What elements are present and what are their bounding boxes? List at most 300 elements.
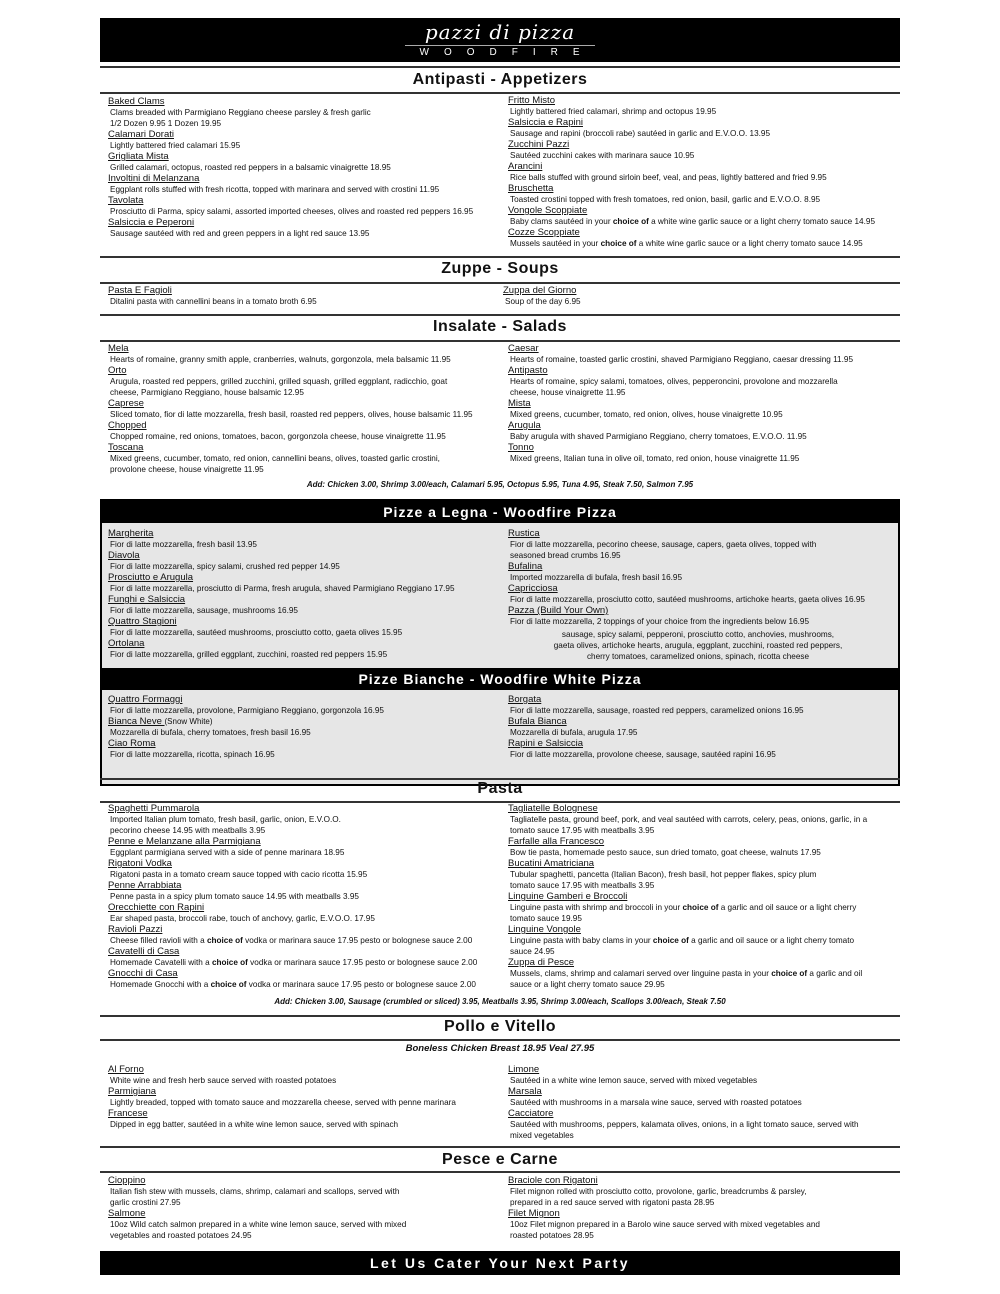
- choice-of-emphasis: choice of: [652, 936, 689, 945]
- menu-item-description: Mixed greens, cucumber, tomato, red onion, cannellini beans, olives, toasted garlic crostini, provolone cheese, house vinaigrette 11.95: [110, 454, 440, 474]
- menu-item-title: Orecchiette con Rapini: [108, 902, 205, 913]
- menu-item: [108, 1108, 500, 1130]
- divider: [100, 1015, 900, 1017]
- menu-item: [108, 716, 498, 738]
- menu-item-title: Vongole Scoppiate: [508, 205, 588, 216]
- menu-item-name: [508, 343, 900, 354]
- description-part: Baby clams sautéed in your: [510, 217, 613, 226]
- menu-item: [508, 1208, 900, 1241]
- menu-item-title: Bufala Bianca: [508, 716, 567, 727]
- choice-of-emphasis: choice of: [600, 239, 637, 248]
- menu-item: [108, 880, 500, 902]
- menu-item-title: Farfalle alla Francesco: [508, 836, 605, 847]
- menu-item-description: 10oz Wild catch salmon prepared in a white wine lemon sauce, served with mixed vegetables and roasted potatoes 24.95: [110, 1220, 407, 1240]
- menu-item-title: Rapini e Salsiccia: [508, 738, 583, 749]
- menu-item: [508, 420, 900, 442]
- menu-item: [508, 161, 900, 183]
- pesce-left: [108, 1175, 500, 1241]
- menu-item-name: [508, 95, 900, 106]
- section-title-zuppe: Zuppe - Soups: [441, 260, 559, 277]
- choice-of-emphasis: choice of: [210, 980, 247, 989]
- menu-item-name: [108, 129, 498, 140]
- menu-item-name: [508, 803, 900, 814]
- menu-item-title: Baked Clams: [108, 96, 165, 107]
- pizze-right: [508, 528, 896, 627]
- menu-item-name: [503, 285, 895, 296]
- menu-item-description: Tubular spaghetti, pancetta (Italian Bacon), fresh basil, hot pepper flakes, spicy plum tomato sauce 17.95 with meatballs 3.95: [510, 870, 817, 890]
- menu-item: [508, 605, 896, 627]
- zuppe-right: [503, 285, 895, 307]
- menu-item-title: Caesar: [508, 343, 539, 354]
- menu-item: [508, 957, 900, 990]
- menu-item-title: Antipasto: [508, 365, 548, 376]
- pasta-addons: Add: Chicken 3.00, Sausage (crumbled or sliced) 3.95, Meatballs 3.95, Shrimp 3.00/each, Scallops 3.00/each, Steak 7.50: [274, 997, 726, 1006]
- pollo-left: [108, 1064, 500, 1130]
- menu-item-name: [508, 1175, 900, 1186]
- menu-item-name: [508, 139, 900, 150]
- menu-item-description: Fior di latte mozzarella, provolone cheese, sausage, sautéed rapini 16.95: [510, 750, 776, 759]
- description-part: vodka or marinara sauce 17.95 pesto or bolognese sauce 2.00: [247, 958, 478, 967]
- menu-item: [108, 1086, 500, 1108]
- menu-item: [108, 550, 498, 572]
- section-title-pesce: Pesce e Carne: [442, 1151, 558, 1168]
- menu-item-description: Filet mignon rolled with prosciutto cotto, provolone, garlic, breadcrumbs & parsley, prepared in a red sauce served with rigatoni pasta 28.95: [510, 1187, 807, 1207]
- divider: [100, 92, 900, 94]
- menu-item-name: [108, 1086, 500, 1097]
- menu-item-description: Mixed greens, Italian tuna in olive oil, tomato, red onion, house vinaigrette 11.95: [510, 454, 800, 463]
- menu-item-name: [508, 205, 900, 216]
- section-title-bianche: Pizze Bianche - Woodfire White Pizza: [102, 668, 898, 690]
- menu-item-name: [508, 716, 896, 727]
- menu-item: [108, 1175, 500, 1208]
- menu-item: [108, 129, 498, 151]
- menu-item: [508, 528, 896, 561]
- menu-item-title: Cacciatore: [508, 1108, 554, 1119]
- menu-item-note: (Snow White): [164, 717, 213, 726]
- menu-item-name: [508, 1208, 900, 1219]
- menu-item-title: Grigliata Mista: [108, 151, 169, 162]
- menu-item-title: Mela: [108, 343, 129, 354]
- menu-item: [108, 902, 500, 924]
- menu-item-description: [108, 957, 500, 968]
- menu-item-description: Tagliatelle pasta, ground beef, pork, and veal sautéed with carrots, celery, peas, onions, garlic, in a tomato sauce 17.95 with meatballs 3.95: [510, 815, 868, 835]
- menu-item-description: Fior di latte mozzarella, provolone, Parmigiano Reggiano, gorgonzola 16.95: [110, 706, 384, 715]
- menu-item: [508, 343, 900, 365]
- menu-item-description: Fior di latte mozzarella, sausage, mushrooms 16.95: [110, 606, 298, 615]
- section-title-antipasti: Antipasti - Appetizers: [412, 71, 588, 88]
- menu-item: [508, 95, 900, 117]
- menu-item: [508, 1086, 900, 1108]
- description-part: Mussels sautéed in your: [510, 239, 601, 248]
- menu-item-name: [108, 398, 503, 409]
- menu-item-title: Ortolana: [108, 638, 145, 649]
- menu-item: [508, 365, 900, 398]
- menu-item-title: Pasta E Fagioli: [108, 285, 172, 296]
- choice-of-emphasis: choice of: [771, 969, 808, 978]
- menu-item-name: [508, 605, 896, 616]
- choice-of-emphasis: choice of: [612, 217, 649, 226]
- menu-item-description: Imported mozzarella di bufala, fresh basil 16.95: [510, 573, 683, 582]
- menu-item-description: Fior di latte mozzarella, spicy salami, crushed red pepper 14.95: [110, 562, 340, 571]
- menu-item: [508, 716, 896, 738]
- menu-item-description: [508, 935, 900, 957]
- menu-item-title: Capricciosa: [508, 583, 558, 594]
- menu-item-description: White wine and fresh herb sauce served with roasted potatoes: [110, 1076, 337, 1085]
- menu-item-name: [508, 365, 900, 376]
- menu-item-name: [508, 836, 900, 847]
- menu-item-title: Cozze Scoppiate: [508, 227, 580, 238]
- menu-item-description: Fior di latte mozzarella, ricotta, spinach 16.95: [110, 750, 275, 759]
- menu-item-name: [108, 365, 503, 376]
- menu-item-name: [108, 343, 503, 354]
- menu-item-description: Fior di latte mozzarella, grilled eggplant, zucchini, roasted red peppers 15.95: [110, 650, 388, 659]
- menu-item-name: [508, 738, 896, 749]
- menu-item-description: Soup of the day 6.95: [505, 297, 581, 306]
- bianche-right: [508, 694, 896, 760]
- menu-item-name: [508, 858, 900, 869]
- menu-item-name: [108, 151, 498, 162]
- menu-item-description: Sausage sautéed with red and green peppers in a light red sauce 13.95: [110, 229, 370, 238]
- divider: [100, 1039, 900, 1041]
- description-part: Homemade Gnocchi with a: [110, 980, 211, 989]
- divider: [100, 1146, 900, 1148]
- menu-item-description: Sautéed in a white wine lemon sauce, served with mixed vegetables: [510, 1076, 758, 1085]
- menu-item-title: Francese: [108, 1108, 148, 1119]
- menu-item: [508, 694, 896, 716]
- menu-item-name: [508, 694, 896, 705]
- zuppe-left: [108, 285, 498, 307]
- menu-item: [108, 694, 498, 716]
- menu-item: [108, 195, 498, 217]
- menu-item-description: Lightly battered fried calamari, shrimp and octopus 19.95: [510, 107, 717, 116]
- divider: [100, 314, 900, 316]
- menu-item-name: [508, 442, 900, 453]
- menu-item: [108, 803, 500, 836]
- description-part: a white wine garlic sauce or a light cherry tomato sauce 14.95: [648, 217, 875, 226]
- menu-item-title: Tavolata: [108, 195, 144, 206]
- divider: [100, 340, 900, 342]
- menu-item-title: Braciole con Rigatoni: [508, 1175, 598, 1186]
- menu-item-name: [108, 442, 503, 453]
- menu-item: [508, 205, 900, 227]
- antipasti-right: [508, 95, 900, 249]
- menu-item: [108, 858, 500, 880]
- menu-item-title: Margherita: [108, 528, 154, 539]
- menu-item-title: Calamari Dorati: [108, 129, 174, 140]
- menu-item-description: Mozzarella di bufala, arugula 17.95: [510, 728, 638, 737]
- menu-item-title: Zuppa di Pesce: [508, 957, 575, 968]
- menu-item-name: [508, 924, 900, 935]
- menu-item-description: Arugula, roasted red peppers, grilled zucchini, grilled squash, grilled eggplant, radicchio, goat cheese, Parmigiano Reggiano, house balsamic 12.95: [110, 377, 448, 397]
- menu-item-title: Ravioli Pazzi: [108, 924, 163, 935]
- pasta-right: [508, 803, 900, 990]
- menu-item: [508, 803, 900, 836]
- divider: [100, 256, 900, 258]
- menu-item-description: Ditalini pasta with cannellini beans in a tomato broth 6.95: [110, 297, 317, 306]
- menu-item-name: [508, 117, 900, 128]
- menu-item-title: Salsiccia e Rapini: [508, 117, 583, 128]
- menu-item-title: Marsala: [508, 1086, 542, 1097]
- pasta-left: [108, 803, 500, 990]
- menu-item-title: Toscana: [108, 442, 144, 453]
- menu-item-title: Rustica: [508, 528, 540, 539]
- menu-item-title: Salmone: [108, 1208, 146, 1219]
- menu-item: [108, 398, 503, 420]
- menu-item-description: Dipped in egg batter, sautéed in a white wine lemon sauce, served with spinach: [110, 1120, 399, 1129]
- menu-item: [108, 594, 498, 616]
- description-part: Linguine pasta with shrimp and broccoli in your: [510, 903, 683, 912]
- antipasti-left: [108, 96, 498, 239]
- menu-item-title: Cioppino: [108, 1175, 146, 1186]
- logo-subtitle: WOODFIRE: [419, 47, 595, 58]
- menu-item: [508, 398, 900, 420]
- menu-item-description: Bow tie pasta, homemade pesto sauce, sun dried tomato, goat cheese, walnuts 17.95: [510, 848, 821, 857]
- menu-item-title: Involtini di Melanzana: [108, 173, 200, 184]
- menu-item-name: [108, 902, 500, 913]
- menu-item-description: Hearts of romaine, granny smith apple, cranberries, walnuts, gorgonzola, mela balsamic 11.95: [110, 355, 451, 364]
- menu-item-description: Eggplant parmigiana served with a side of penne marinara 18.95: [110, 848, 345, 857]
- description-part: a garlic and oil sauce or a light cherry tomato sauce 29.95: [510, 969, 863, 989]
- menu-item-description: Fior di latte mozzarella, sautéed mushrooms, prosciutto cotto, gaeta olives 15.95: [110, 628, 403, 637]
- catering-banner: Let Us Cater Your Next Party: [100, 1251, 900, 1275]
- menu-item-description: Ear shaped pasta, broccoli rabe, touch of anchovy, garlic, E.V.O.O. 17.95: [110, 914, 375, 923]
- section-title-pollo: Pollo e Vitello: [443, 1018, 557, 1035]
- menu-item-name: [508, 957, 900, 968]
- menu-item-name: [508, 420, 900, 431]
- menu-item: [508, 891, 900, 924]
- menu-item: [108, 946, 500, 968]
- menu-item: [108, 96, 498, 129]
- choice-of-emphasis: choice of: [682, 903, 719, 912]
- menu-item-name: [108, 550, 498, 561]
- menu-item-name: [508, 398, 900, 409]
- menu-item-title: Fritto Misto: [508, 95, 555, 106]
- pollo-right: [508, 1064, 900, 1141]
- menu-item-title: Spaghetti Pummarola: [108, 803, 200, 814]
- menu-item: [108, 738, 498, 760]
- description-part: Homemade Cavatelli with a: [110, 958, 212, 967]
- description-part: Cheese filled ravioli with a: [110, 936, 207, 945]
- divider: [100, 66, 900, 68]
- menu-item-title: Bucatini Amatriciana: [508, 858, 595, 869]
- menu-item-title: Quattro Stagioni: [108, 616, 177, 627]
- menu-item-title: Quattro Formaggi: [108, 694, 183, 705]
- menu-item-title: Tagliatelle Bolognese: [508, 803, 598, 814]
- menu-item-name: [508, 891, 900, 902]
- menu-item-name: [108, 880, 500, 891]
- menu-item-name: [108, 694, 498, 705]
- menu-item-name: [108, 716, 498, 727]
- menu-item: [108, 1064, 500, 1086]
- menu-item-title: Filet Mignon: [508, 1208, 560, 1219]
- menu-item-name: [108, 217, 498, 228]
- menu-item-description: [508, 902, 900, 924]
- menu-item-title: Linguine Vongole: [508, 924, 581, 935]
- menu-item: [508, 836, 900, 858]
- menu-item-name: [108, 1064, 500, 1075]
- menu-item-name: [508, 583, 896, 594]
- menu-item-title: Borgata: [508, 694, 542, 705]
- pizza-box: [100, 499, 900, 786]
- menu-item-title: Salsiccia e Peperoni: [108, 217, 195, 228]
- menu-item-description: Fior di latte mozzarella, pecorino cheese, sausage, capers, gaeta olives, topped with seasoned bread crumbs 16.95: [510, 540, 817, 560]
- menu-item-title: Arancini: [508, 161, 543, 172]
- menu-item: [508, 924, 900, 957]
- menu-item-name: [108, 1208, 500, 1219]
- menu-item-name: [108, 836, 500, 847]
- menu-item-description: Mozzarella di bufala, cherry tomatoes, fresh basil 16.95: [110, 728, 311, 737]
- menu-item-title: Gnocchi di Casa: [108, 968, 178, 979]
- menu-item-name: [108, 96, 498, 107]
- menu-item-description: Rice balls stuffed with ground sirloin beef, veal, and peas, lightly battered and fried 9.95: [510, 173, 827, 182]
- menu-item-description: Grilled calamari, octopus, roasted red peppers in a balsamic vinaigrette 18.95: [110, 163, 391, 172]
- menu-page: [100, 18, 900, 1271]
- menu-item: [508, 1108, 900, 1141]
- menu-item-description: Clams breaded with Parmigiano Reggiano cheese parsley & fresh garlic 1/2 Dozen 9.95 1 Dozen 19.95: [110, 108, 371, 128]
- menu-item-description: [108, 935, 500, 946]
- menu-item-description: Sautéed with mushrooms in a marsala wine sauce, served with roasted potatoes: [510, 1098, 802, 1107]
- menu-item: [108, 173, 498, 195]
- section-title-pizze: Pizze a Legna - Woodfire Pizza: [102, 501, 898, 523]
- menu-item: [503, 285, 895, 307]
- section-title-pasta: Pasta: [477, 780, 523, 797]
- menu-item-name: [108, 968, 500, 979]
- menu-item: [508, 1175, 900, 1208]
- menu-item-description: Fior di latte mozzarella, prosciutto di Parma, fresh arugula, shaved Parmigiano Reggiano 17.95: [110, 584, 455, 593]
- menu-item-name: [508, 1108, 900, 1119]
- menu-item-description: Penne pasta in a spicy plum tomato sauce 14.95 with meatballs 3.95: [110, 892, 359, 901]
- menu-item-title: Bruschetta: [508, 183, 554, 194]
- menu-item-description: Prosciutto di Parma, spicy salami, assorted imported cheeses, olives and roasted red peppers 16.95: [110, 207, 474, 216]
- menu-item-name: [508, 561, 896, 572]
- logo-banner: [100, 18, 900, 62]
- menu-item-name: [108, 420, 503, 431]
- divider: [100, 1171, 900, 1173]
- bianche-left: [108, 694, 498, 760]
- menu-item-name: [108, 173, 498, 184]
- menu-item-title: Ciao Roma: [108, 738, 156, 749]
- menu-item: [108, 151, 498, 173]
- menu-item-description: Fior di latte mozzarella, fresh basil 13.95: [110, 540, 257, 549]
- menu-item-name: [508, 183, 900, 194]
- menu-item-description: Lightly breaded, topped with tomato sauce and mozzarella cheese, served with penne marinara: [110, 1098, 456, 1107]
- menu-item: [508, 117, 900, 139]
- pesce-right: [508, 1175, 900, 1241]
- menu-item-description: Baby arugula with shaved Parmigiano Reggiano, cherry tomatoes, E.V.O.O. 11.95: [510, 432, 807, 441]
- menu-item-title: Mista: [508, 398, 531, 409]
- menu-item: [108, 1208, 500, 1241]
- menu-item: [508, 183, 900, 205]
- menu-item-name: [108, 195, 498, 206]
- menu-item-title: Zucchini Pazzi: [508, 139, 570, 150]
- insalate-left: [108, 343, 503, 475]
- menu-item: [108, 638, 498, 660]
- menu-item-name: [508, 1064, 900, 1075]
- menu-item-title: Al Forno: [108, 1064, 144, 1075]
- menu-item: [108, 420, 503, 442]
- menu-item-description: Fior di latte mozzarella, prosciutto cotto, sautéed mushrooms, artichoke hearts, gaeta olives 16.95: [510, 595, 865, 604]
- menu-item: [508, 442, 900, 464]
- menu-item-name: [108, 616, 498, 627]
- salad-addons: Add: Chicken 3.00, Shrimp 3.00/each, Calamari 5.95, Octopus 5.95, Tuna 4.95, Steak 7.50, Salmon 7.95: [306, 480, 694, 489]
- menu-item-name: [108, 738, 498, 749]
- menu-item-description: [508, 968, 900, 990]
- pizze-left: [108, 528, 498, 660]
- description-part: a garlic and oil sauce or a light cherry tomato sauce 19.95: [510, 903, 857, 923]
- menu-item: [108, 924, 500, 946]
- menu-item: [508, 139, 900, 161]
- menu-item-name: [108, 285, 498, 296]
- menu-item-description: Chopped romaine, red onions, tomatoes, bacon, gorgonzola cheese, house vinaigrette 11.95: [110, 432, 446, 441]
- menu-item: [108, 217, 498, 239]
- menu-item-description: Hearts of romaine, spicy salami, tomatoes, olives, pepperoncini, provolone and mozzarella cheese, house vinaigrette 11.95: [510, 377, 838, 397]
- menu-item-title: Penne e Melanzane alla Parmigiana: [108, 836, 261, 847]
- description-part: a garlic and oil sauce or a light cherry tomato sauce 24.95: [510, 936, 855, 956]
- description-part: Linguine pasta with baby clams in your: [510, 936, 653, 945]
- menu-item-title: Zuppa del Giorno: [503, 285, 577, 296]
- menu-item-description: Sausage and rapini (broccoli rabe) sautéed in garlic and E.V.O.O. 13.95: [510, 129, 771, 138]
- menu-item: [108, 528, 498, 550]
- menu-item-title: Arugula: [508, 420, 541, 431]
- menu-item-description: Fior di latte mozzarella, sausage, roasted red peppers, caramelized onions 16.95: [510, 706, 804, 715]
- section-title-insalate: Insalate - Salads: [433, 318, 567, 335]
- menu-item-title: Diavola: [108, 550, 140, 561]
- menu-item-title: Bianca Neve: [108, 716, 165, 727]
- choice-of-emphasis: choice of: [206, 936, 243, 945]
- logo-script: pazzi di pizza: [424, 20, 576, 44]
- menu-item: [108, 616, 498, 638]
- menu-item-title: Tonno: [508, 442, 534, 453]
- menu-item-name: [508, 528, 896, 539]
- description-part: vodka or marinara sauce 17.95 pesto or bolognese sauce 2.00: [246, 980, 476, 989]
- menu-item-description: Mixed greens, cucumber, tomato, red onion, olives, house vinaigrette 10.95: [510, 410, 783, 419]
- menu-item: [108, 343, 503, 365]
- menu-item-title: Prosciutto e Arugula: [108, 572, 194, 583]
- menu-item-description: [508, 216, 900, 227]
- menu-item-name: [108, 803, 500, 814]
- menu-item-title: Penne Arrabbiata: [108, 880, 182, 891]
- menu-item: [108, 285, 498, 307]
- pizza-toppings-list: sausage, spicy salami, pepperoni, prosciutto cotto, anchovies, mushrooms, gaeta olives, artichoke hearts, arugula, eggplant, zucchini, roasted red peppers, cherry tomatoes, caramelized onions, spinach, ricotta cheese: [553, 630, 843, 661]
- menu-item-name: [108, 924, 500, 935]
- menu-item-title: Chopped: [108, 420, 147, 431]
- description-part: vodka or marinara sauce 17.95 pesto or bolognese sauce 2.00: [242, 936, 473, 945]
- choice-of-emphasis: choice of: [211, 958, 248, 967]
- menu-item-name: [508, 1086, 900, 1097]
- description-part: Mussels, clams, shrimp and calamari served over linguine pasta in your: [510, 969, 772, 978]
- menu-item: [108, 365, 503, 398]
- menu-item-title: Pazza (Build Your Own): [508, 605, 609, 616]
- menu-item-title: Bufalina: [508, 561, 543, 572]
- menu-item: [508, 858, 900, 891]
- menu-item-title: Cavatelli di Casa: [108, 946, 180, 957]
- menu-item-description: Toasted crostini topped with fresh tomatoes, red onion, basil, garlic and E.V.O.O. 8.95: [510, 195, 821, 204]
- menu-item: [108, 572, 498, 594]
- menu-item-description: Fior di latte mozzarella, 2 toppings of your choice from the ingredients below 16.95: [510, 617, 810, 626]
- menu-item-name: [108, 1108, 500, 1119]
- menu-item: [508, 738, 896, 760]
- menu-item-name: [108, 572, 498, 583]
- divider: [100, 282, 900, 284]
- menu-item: [508, 1064, 900, 1086]
- menu-item: [508, 227, 900, 249]
- menu-item-name: [108, 858, 500, 869]
- menu-item: [108, 442, 503, 475]
- menu-item-description: [108, 979, 500, 990]
- menu-item: [508, 561, 896, 583]
- menu-item-title: Linguine Gamberi e Broccoli: [508, 891, 628, 902]
- menu-item-name: [108, 594, 498, 605]
